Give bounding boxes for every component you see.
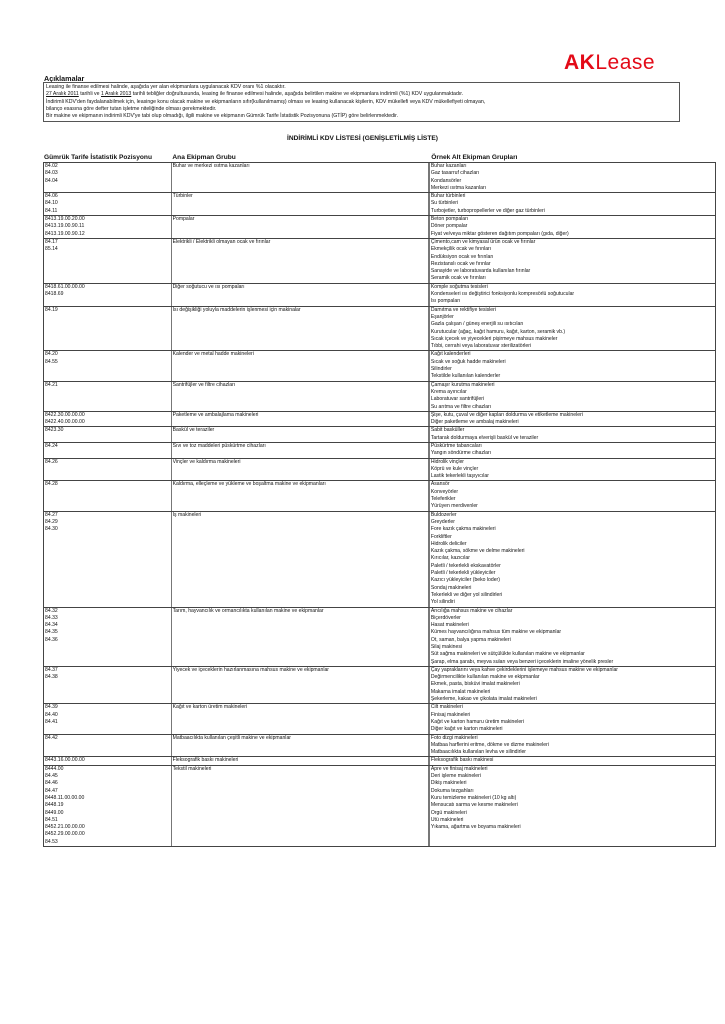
sub-group-item: Tekstilde kullanılan kalenderler [430,373,501,380]
table-row [43,734,716,757]
sub-group-item: Kağıt kalenderleri [430,351,471,358]
sub-group-item: Biçerdöverler [430,614,461,621]
sub-group-item: Rezistanslı ocak ve fırınlar [430,260,491,267]
table-row [43,411,716,427]
sub-group-item: Döner pompalar [430,223,468,230]
table-row [43,162,716,192]
main-group-cell [172,459,430,481]
gtip-code: 84.33 [45,614,58,621]
sub-groups-cell [430,757,715,764]
sub-group-item: Örgü makineleri [430,809,467,816]
sub-group-item: Dokuma tezgahları [430,787,474,794]
sub-group-item: Süt sağma makineleri ve sütçülükte kullanılan makine ve ekipmanlar [430,651,585,658]
sub-group-item: Silaj makinesi [430,644,462,650]
sub-group-item: Değirmencilikte kullanılan makine ve ekipmanlar [430,674,540,681]
gtip-code: 85.14 [45,246,58,253]
gtip-code: 84.28 [45,481,58,488]
sub-group-item: Diğer paketleme ve ambalaj makineleri [430,419,519,426]
sub-group-item: Ot, saman, balya yapma makineleri [430,636,511,643]
gtip-code: 84.51 [45,816,58,823]
table-row [43,283,716,306]
sub-group-item: Fore kazık çakma makineleri [430,526,496,533]
gtip-codes-cell [44,608,172,666]
sub-group-item: Sanayide ve laboratuvarda kullanılan fırınlar [430,268,531,275]
gtip-code: 8452.21.00.00.00 [45,824,85,831]
main-group-name: Pompalar [172,216,195,223]
kdv-table [43,153,716,847]
main-group-cell [172,766,430,846]
sub-group-item: Yürüyen merdivenler [430,503,478,510]
main-group-name: Yiyecek ve içeceklerin hazırlanmasına mahsus makine ve ekipmanlar [172,666,329,673]
gtip-codes-cell [44,427,172,442]
main-group-name: Tarım, hayvancılık ve ormancılıkta kullanılan makine ve ekipmanlar [172,607,324,614]
gtip-code: 84.21 [45,381,58,388]
gtip-code: 84.35 [45,629,58,636]
gtip-code: 84.42 [45,734,58,741]
notes-text: bilanço esasına göre defter tutan işletme niteliğinde olması gerekmektedir. [46,105,217,112]
table-row [43,350,716,380]
sub-group-item: Yıkama, ağartma ve boyama makineleri [430,824,521,831]
gtip-codes-cell [44,459,172,481]
table-row [43,607,716,666]
sub-groups-cell [430,412,715,427]
main-group-cell [172,735,430,757]
main-group-cell [172,307,430,351]
sub-group-item: Kırıcılar, kazıcılar [430,555,470,562]
main-group-name: Matbaacılıkta kullanılan çeşitli makine ve ekipmanlar [172,734,291,741]
sub-group-item: Apre ve finisaj makineleri [430,765,488,772]
notes-line [46,91,677,98]
notes-date: 1 Aralık 2013 [100,91,132,98]
sub-group-item: Kuru temizleme makineleri (10 kg altı) [430,794,517,801]
sub-group-item: Tartarak doldurmaya elverişli baskül ve teraziler [430,434,539,441]
gtip-code: 84.38 [45,674,58,681]
sub-group-item: Kazık çakma, sökme ve delme makineleri [430,548,525,555]
sub-groups-cell [430,667,715,703]
gtip-code: 84.36 [45,636,58,643]
sub-group-item: Kümes hayvancılığına mahsus tüm makine ve ekipmanlar [430,629,562,636]
gtip-code: 8413.19.00.20.00 [45,216,85,223]
main-group-cell [172,284,430,306]
main-group-name: Diğer soğutucu ve ısı pompaları [172,283,245,290]
sub-groups-cell [430,459,715,481]
sub-group-item: Lastik tekerlekli taşıyıcılar [430,473,489,480]
main-group-cell [172,757,430,764]
gtip-codes-cell [44,667,172,703]
gtip-code: 8448.19 [45,802,64,809]
table-row [43,426,716,442]
sub-group-item: Greyderler [430,518,455,525]
sub-groups-cell [430,481,715,510]
main-group-cell [172,163,430,192]
gtip-code: 84.20 [45,351,58,358]
sub-group-item: Hidrolik deliciler [430,540,467,547]
gtip-code: 8422.30.00.00.00 [45,411,85,418]
sub-group-item: Hasat makineleri [430,622,469,629]
main-group-cell [172,382,430,411]
sub-group-item: Matbaa harflerini eritme, dökme ve dizme makineleri [430,741,549,748]
sub-group-item: Merkezi ısıtma kazanları [430,184,487,191]
sub-groups-cell [430,608,715,666]
main-group-cell [172,412,430,427]
main-group-cell [172,427,430,442]
sub-group-item: Kondenseleri ısı değiştirici fonksiyonlu kompresörlü soğutucular [430,291,575,298]
main-group-cell [172,239,430,283]
gtip-codes-cell [44,193,172,215]
gtip-code: 8413.19.00.90.11 [45,223,85,230]
sub-group-item: Hidrolik vinçler [430,458,464,465]
gtip-code: 8422.40.00.00.00 [45,419,85,426]
notes-text: tarihli tebliğler doğrultusunda, leasing ile finanse edilmesi halinde, aşağıda belirtilen makine ve ekipmanlara indirimli (%1) KDV uygulanmaktadır. [131,91,464,98]
main-group-cell [172,667,430,703]
main-group-name: Fleksografik baskı makineleri [172,757,239,764]
main-group-name: Sıvı ve toz maddeleri püskürtme cihazları [172,442,266,449]
header-sub-groups: Örnek Alt Ekipman Grupları [431,154,518,161]
header-gtip: Gümrük Tarife İstatistik Pozisyonu [44,154,152,161]
sub-group-item: Buldozerler [430,511,457,518]
main-group-cell [172,193,430,215]
gtip-codes-cell [44,512,172,607]
main-group-name: Santrifüjler ve filtre cihazları [172,381,236,388]
gtip-codes-cell [44,351,172,380]
sub-group-item: Sabit basküller [430,427,465,434]
main-group-name: Kağıt ve karton üretim makineleri [172,704,248,711]
sub-group-item: Komple soğutma tesisleri [430,283,488,290]
sub-group-item: Şişe, kutu, çuval ve diğer kapları doldurma ve etiketleme makineleri [430,411,583,418]
sub-group-item: Forkliftler [430,533,452,540]
main-group-cell [172,443,430,458]
table-row [43,238,716,283]
gtip-code: 84.04 [45,177,58,184]
main-group-name: Kalender ve metal hadde makineleri [172,351,254,358]
gtip-code: 84.30 [45,526,58,533]
gtip-code: 8423.30 [45,427,64,434]
gtip-codes-cell [44,216,172,238]
notes-line [46,84,677,91]
main-group-cell [172,608,430,666]
gtip-code: 84.03 [45,170,58,177]
sub-group-item: Teleferikler [430,496,456,503]
logo-lease: Lease [595,51,656,74]
sub-group-item: Köprü ve kule vinçler [430,465,479,472]
sub-group-item: Fiyat ve/veya miktar gösteren dağıtım pompaları (gıda, diğer) [430,230,569,237]
sub-groups-cell [430,382,715,411]
main-group-name: Isı değişikliği yoluyla maddelerin işlenmesi için makinalar [172,306,301,313]
main-group-name: Baskül ve teraziler [172,427,215,434]
table-body [43,162,716,847]
notes-text: İndirimli KDV'den faydalanabilmek için, leasinge konu olacak makine ve ekipmanların sıfır(kullanılmamış) olması ve leasing kullanacak kişilerin, KDV mükellefi veya KDV mükellefiyeti olmayan, [46,98,486,105]
sub-group-item: Cilt makineleri [430,704,463,711]
notes-text: Bir makine ve ekipmanın indirimli KDV'ye tabi olup olmadığı, ilgili makine ve ekipmanın Gümrük Tarife İstatistik Pozisyonuna (GTİP) göre belirlenmektedir. [46,113,399,120]
main-group-cell [172,481,430,510]
sub-groups-cell [430,766,715,846]
sub-group-item: Isı pompaları [430,298,461,305]
sub-group-item: Laboratuvar santrifüjleri [430,396,485,403]
sub-group-item: Şekerleme, kakao ve çikolata imalat makineleri [430,696,537,703]
sub-group-item: Ütü makineleri [430,816,464,823]
list-title: İNDİRİMLİ KDV LİSTESİ (GENİŞLETİLMİŞ LİSTE) [287,135,438,142]
sub-groups-cell [430,163,715,192]
sub-group-item: Konveyörler [430,488,459,495]
notes-title: Açıklamalar [44,74,85,83]
gtip-code: 84.46 [45,780,58,787]
sub-group-item: Beton pompaları [430,216,469,223]
main-group-name: Buhar ve merkezi ısıtma kazanları [172,163,250,169]
gtip-codes-cell [44,735,172,757]
sub-group-item: Damıtma ve rektifiye tesisleri [430,306,496,313]
table-row [43,381,716,411]
logo-ak: AK [564,51,596,74]
sub-group-item: Asansör [430,481,450,488]
gtip-codes-cell [44,443,172,458]
aklease-logo [564,52,655,73]
gtip-codes-cell [44,239,172,283]
sub-groups-cell [430,735,715,757]
gtip-codes-cell [44,766,172,846]
gtip-codes-cell [44,704,172,733]
sub-group-item: Eşanjörler [430,313,454,320]
gtip-codes-cell [44,163,172,192]
gtip-code: 84.26 [45,458,58,465]
main-group-name: Tekstil makineleri [172,765,212,772]
gtip-code: 8418.61.00.00.00 [45,283,85,290]
gtip-code: 84.10 [45,200,58,207]
sub-group-item: Sıcak ve soğuk hadde makineleri [430,358,506,365]
gtip-code: 84.45 [45,773,58,780]
notes-line [46,113,677,120]
gtip-code: 8413.19.00.90.12 [45,230,85,237]
gtip-codes-cell [44,382,172,411]
sub-group-item: Su türbinleri [430,200,459,207]
main-group-name: Elektrikli / Elektrikli olmayan ocak ve fırınlar [172,238,271,245]
sub-groups-cell [430,239,715,283]
notes-text: tarihli ve [78,91,101,98]
sub-group-item: Mensucatı sarma ve kesme makineleri [430,802,518,809]
sub-groups-cell [430,427,715,442]
sub-group-item: Kondansörler [430,177,462,184]
table-row [43,756,716,764]
main-group-cell [172,704,430,733]
sub-group-item: Deri işleme makineleri [430,773,481,780]
main-group-name: Türbinler [172,193,193,200]
table-row [43,192,716,215]
main-group-name: Paketleme ve ambalajlama makineleri [172,411,259,418]
sub-group-item: Tıbbi, cerrahi veya laboratuvar sterilizatörleri [430,343,532,350]
sub-group-item: Sıcak içecek ve yiyecekleri pişirmeye mahsus makineler [430,335,558,342]
notes-box [43,82,680,122]
gtip-code: 84.06 [45,193,58,200]
sub-group-item: Silindirler [430,366,452,373]
sub-group-item: Makarna imalat makineleri [430,688,491,695]
gtip-code: 8443.16.00.00.00 [45,757,85,764]
sub-group-item: Ekmekçilik ocak ve fırınları [430,246,492,253]
sub-groups-cell [430,216,715,238]
sub-groups-cell [430,307,715,351]
gtip-code: 8444.00 [45,765,64,772]
notes-text: Leasing ile finanse edilmesi halinde, aşağıda yer alan ekipmanlara uygulanacak KDV oranı %1 olacaktır. [46,84,286,90]
gtip-code: 84.47 [45,787,58,794]
table-row [43,511,716,607]
table-row [43,666,716,703]
table-row [43,306,716,351]
table-header [43,153,716,162]
sub-groups-cell [430,512,715,607]
sub-group-item: Fleksografik baskı makinesi [430,757,494,764]
sub-group-item: Yangın söndürme cihazları [430,450,492,457]
sub-group-item: Kurutucular (ağaç, kağıt hamuru, kağıt, karton, seramik vb.) [430,328,566,335]
sub-group-item: Kazıcı yükleyiciler (beko loder) [430,577,500,584]
gtip-code: 8418.69 [45,291,64,298]
table-row [43,480,716,510]
main-group-cell [172,351,430,380]
gtip-code: 8449.00 [45,809,64,816]
gtip-code: 84.40 [45,711,58,718]
notes-line [46,99,677,106]
sub-group-item: Turbojetler, turbopropellerler ve diğer gaz türbinleri [430,207,545,214]
gtip-code: 84.37 [45,666,58,673]
sub-groups-cell [430,351,715,380]
gtip-code: 84.41 [45,718,58,725]
main-group-name: Kaldırma, elleçleme ve yükleme ve boşaltma makine ve ekipmanları [172,481,326,488]
gtip-codes-cell [44,481,172,510]
main-group-cell [172,216,430,238]
sub-group-item: Çay yapraklarını veya kahve çekirdeklerini işlemeye mahsus makine ve ekipmanlar [430,666,618,673]
table-row [43,458,716,481]
sub-group-item: Finisaj makineleri [430,711,471,718]
sub-groups-cell [430,284,715,306]
main-group-cell [172,512,430,607]
sub-groups-cell [430,193,715,215]
gtip-codes-cell [44,412,172,427]
sub-group-item: Buhar türbinleri [430,193,466,200]
gtip-code: 84.24 [45,442,58,449]
sub-group-item: Yol silindiri [430,599,455,606]
sub-group-item: Kağıt ve karton hamuru üretim makineleri [430,718,525,725]
notes-date: 27 Aralık 2011 [46,91,79,98]
sub-group-item: Dikiş makineleri [430,780,467,787]
gtip-codes-cell [44,307,172,351]
table-row [43,703,716,733]
sub-group-item: Paletli / tekerlekli ekskavatörler [430,562,501,569]
sub-group-item: Matbaacılıkta kullanılan levha ve silindirler [430,749,526,756]
sub-group-item: Püskürtme tabancaları [430,442,482,449]
gtip-code: 84.39 [45,704,58,711]
gtip-code: 84.32 [45,607,58,614]
sub-group-item: Diğer kağıt ve karton makineleri [430,726,503,733]
gtip-codes-cell [44,284,172,306]
sub-group-item: Sondaj makineleri [430,584,472,591]
gtip-codes-cell [44,757,172,764]
sub-group-item: Endüksiyon ocak ve fırınları [430,253,494,260]
main-group-name: Vinçler ve kaldırma makineleri [172,458,241,465]
gtip-code: 8452.29.00.00.00 [45,831,85,838]
table-row [43,442,716,458]
sub-group-item: Seramik ocak ve fırınları [430,275,486,282]
table-row [43,765,716,847]
sub-group-item: Çimento,cam ve kimyasal ürün ocak ve fırınlar [430,238,536,245]
gtip-code: 84.11 [45,207,58,214]
sub-group-item: Krema ayırıcılar [430,388,467,395]
gtip-code: 8448.11.00.00.00 [45,794,85,801]
sub-groups-cell [430,443,715,458]
gtip-code: 84.29 [45,518,58,525]
table-row [43,215,716,238]
gtip-code: 84.19 [45,306,58,313]
sub-group-item: Paletli / tekerlekli yükleyiciler [430,570,496,577]
sub-groups-cell [430,704,715,733]
sub-group-item: Çamaşır kurutma makineleri [430,381,495,388]
sub-group-item: Arıcılığa mahsus makine ve cihazlar [430,607,513,614]
sub-group-item: Foto dizgi makineleri [430,734,478,741]
sub-group-item: Tekerlekli ve diğer yol silindirleri [430,591,503,598]
gtip-code: 84.55 [45,358,58,365]
gtip-code: 84.17 [45,238,58,245]
gtip-code: 84.53 [45,838,58,845]
sub-group-item: Gazla çalışan / güneş enerjili su ısıtıcıları [430,321,524,328]
sub-group-item: Şarap, elma şarabı, meyva suları veya benzeri içeceklerin imaline yönelik presler [430,658,614,665]
gtip-code: 84.27 [45,511,58,518]
sub-group-item: Ekmek, pasta, bisküvi imalat makineleri [430,681,520,688]
sub-group-item: Su arıtma ve filtre cihazları [430,403,492,410]
sub-group-item: Buhar kazanları [430,163,467,169]
sub-group-item: Gaz tasarruf cihazları [430,170,480,177]
gtip-code: 84.02 [45,163,58,169]
header-main-group: Ana Ekipman Grubu [172,154,236,161]
main-group-name: İş makineleri [172,511,202,518]
gtip-code: 84.34 [45,622,58,629]
